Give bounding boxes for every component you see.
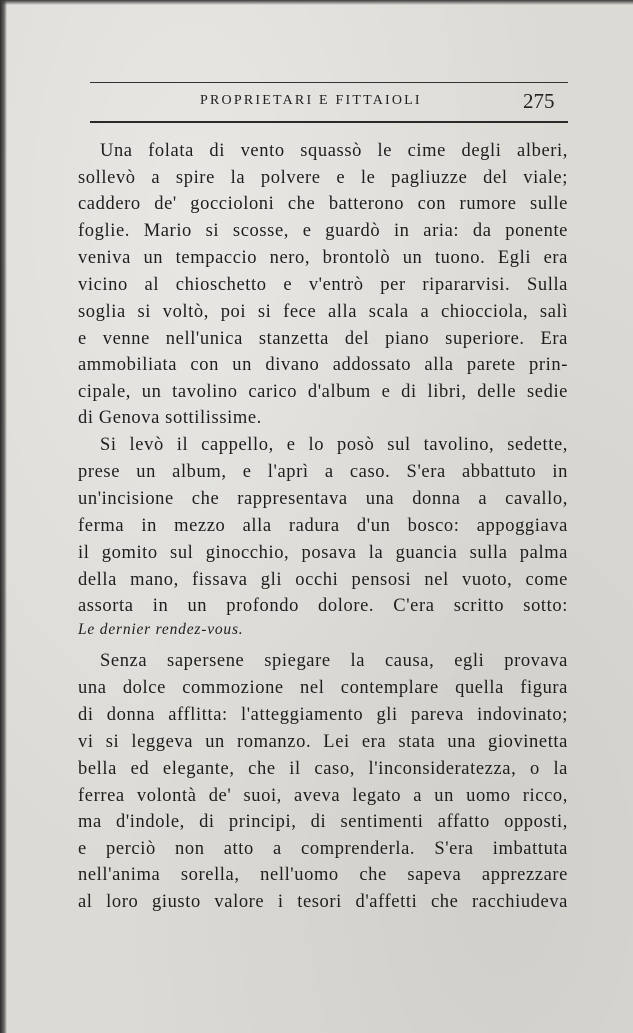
- text-line: caddero de' goccioloni che batterono con rumore sulle: [78, 194, 568, 214]
- text-line: vicino al chioschetto e v'entrò per ripararvisi. Sulla: [78, 275, 568, 295]
- text-line: bella ed elegante, che il caso, l'inconsideratezza, o la: [78, 759, 568, 779]
- text-line: prese un album, e l'aprì a caso. S'era abbattuto in: [78, 462, 568, 482]
- text-line: nell'anima sorella, nell'uomo che sapeva apprezzare: [78, 865, 568, 885]
- running-head: PROPRIETARI E FITTAIOLI: [200, 93, 422, 108]
- text-line: il gomito sul ginocchio, posava la guancia sulla palma: [78, 543, 568, 563]
- text-line: cipale, un tavolino carico d'album e di libri, delle sedie: [78, 382, 568, 402]
- page-number: 275: [523, 89, 555, 113]
- text-line: soglia si voltò, poi si fece alla scala a chiocciola, salì: [78, 302, 568, 322]
- text-line: ammobiliata con un divano addossato alla parete prin-: [78, 355, 568, 375]
- page-left-shadow: [0, 0, 7, 1033]
- text-line: della mano, fissava gli occhi pensosi nel vuoto, come: [78, 570, 568, 590]
- text-line: ferma in mezzo alla radura d'un bosco: appoggiava: [78, 516, 568, 536]
- text-line: vi si leggeva un romanzo. Lei era stata una giovinetta: [78, 732, 568, 752]
- header-rule-top: [90, 82, 568, 83]
- text-line: assorta in un profondo dolore. C'era scritto sotto:: [78, 596, 568, 616]
- text-line: e perciò non atto a comprenderla. S'era imbattuta: [78, 839, 568, 859]
- text-line: ma d'indole, di principi, di sentimenti affatto opposti,: [78, 812, 568, 832]
- text-line: un'incisione che rappresentava una donna a cavallo,: [78, 489, 568, 509]
- text-line: ferrea volontà de' suoi, aveva legato a un uomo ricco,: [78, 786, 568, 806]
- text-line: foglie. Mario si scosse, e guardò in aria: da ponente: [78, 221, 568, 241]
- text-line-italic: Le dernier rendez-vous.: [78, 621, 244, 638]
- text-line: Una folata di vento squassò le cime degli alberi,: [100, 141, 568, 161]
- text-line: e venne nell'unica stanzetta del piano superiore. Era: [78, 329, 568, 349]
- page-top-shadow: [0, 0, 633, 5]
- text-line: veniva un tempaccio nero, brontolò un tuono. Egli era: [78, 248, 568, 268]
- text-line: Senza sapersene spiegare la causa, egli provava: [100, 651, 568, 671]
- text-line: al loro giusto valore i tesori d'affetti che racchiudeva: [78, 892, 568, 912]
- text-line: di donna afflitta: l'atteggiamento gli pareva indovinato;: [78, 705, 568, 725]
- header-rule-bottom: [90, 121, 568, 123]
- text-line: una dolce commozione nel contemplare quella figura: [78, 678, 568, 698]
- text-line: di Genova sottilissime.: [78, 408, 262, 428]
- text-line: sollevò a spire la polvere e le pagliuzze del viale;: [78, 168, 568, 188]
- text-line: Si levò il cappello, e lo posò sul tavolino, sedette,: [100, 435, 568, 455]
